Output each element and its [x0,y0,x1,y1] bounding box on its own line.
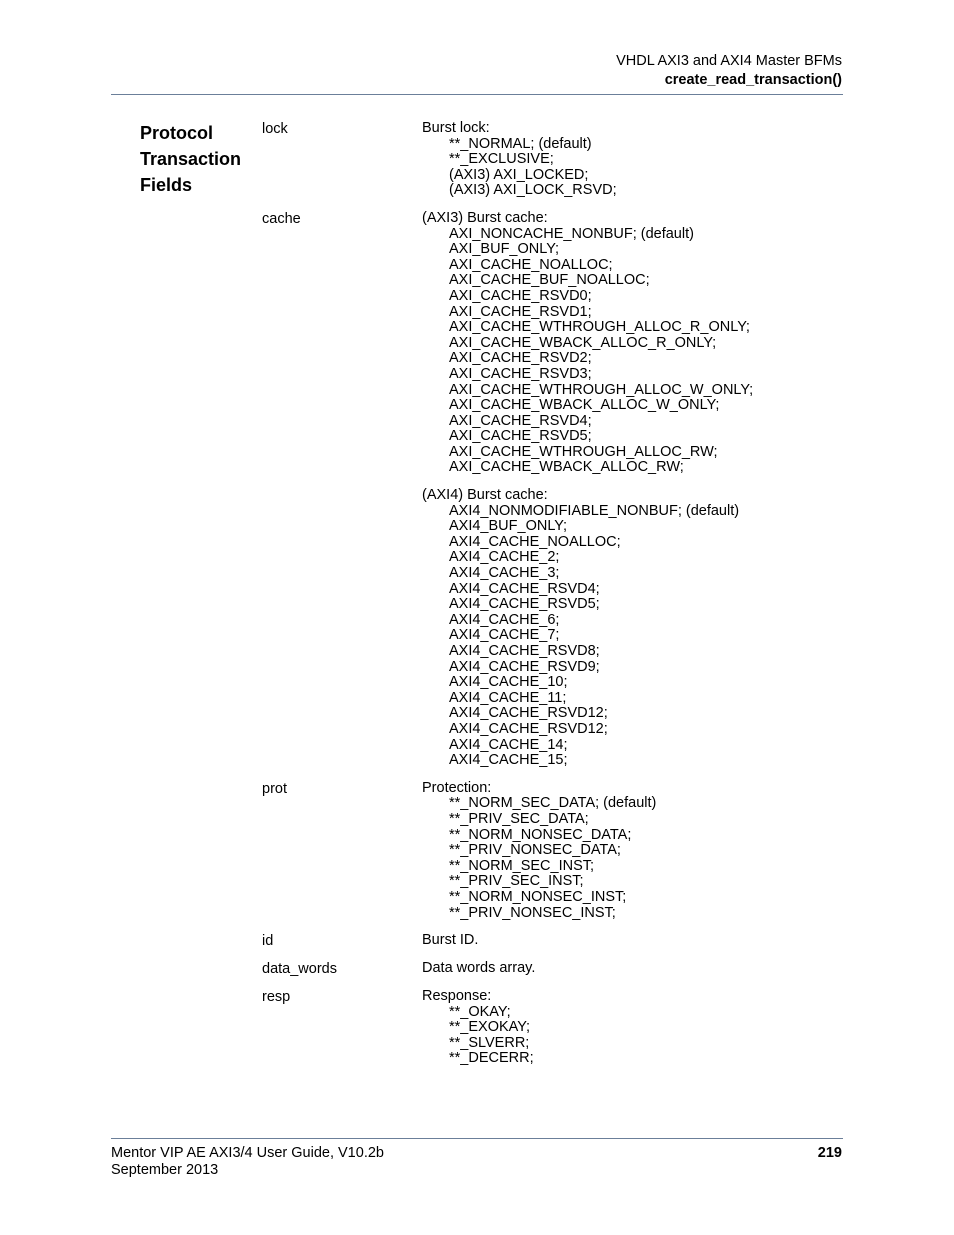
enum-value: **_NORM_NONSEC_DATA; [449,826,632,843]
enum-value: **_EXCLUSIVE; [449,151,554,168]
field-name: data_words [262,961,337,978]
field-description [422,933,822,949]
enum-value: AXI4_CACHE_NOALLOC; [449,533,621,550]
enum-value: AXI_CACHE_RSVD4; [449,412,592,429]
description-block [422,121,822,199]
enum-value: AXI_NONCACHE_NONBUF; (default) [449,225,694,242]
enum-value: AXI_CACHE_WBACK_ALLOC_R_ONLY; [449,334,717,351]
enum-value: **_PRIV_NONSEC_INST; [449,904,616,921]
enum-value: **_NORMAL; (default) [449,135,592,152]
description-heading: (AXI4) Burst cache: [422,487,548,504]
enum-value: **_NORM_SEC_INST; [449,857,595,874]
field-row-prot [262,781,822,921]
enum-value: AXI_CACHE_WTHROUGH_ALLOC_W_ONLY; [449,381,754,398]
field-row-lock [262,121,822,199]
section-title-line: Fields [140,175,193,195]
enum-value: **_EXOKAY; [449,1019,530,1036]
enum-value: AXI4_CACHE_7; [449,627,560,644]
enum-value: **_PRIV_SEC_INST; [449,873,584,890]
enum-value: AXI4_CACHE_RSVD12; [449,705,608,722]
field-description [422,961,822,977]
description-block [422,211,822,476]
description-block [422,488,822,769]
description-heading: Response: [422,988,492,1005]
field-name: prot [262,780,287,797]
description-heading: (AXI3) Burst cache: [422,209,548,226]
section-title-line: Transaction [140,149,242,169]
header-subtitle: create_read_transaction() [664,72,842,88]
enum-value: **_PRIV_NONSEC_DATA; [449,842,621,859]
enum-value: AXI4_CACHE_RSVD4; [449,580,600,597]
enum-value: AXI4_CACHE_2; [449,549,560,566]
enum-value: AXI4_CACHE_RSVD12; [449,720,608,737]
enum-value: **_NORM_SEC_DATA; (default) [449,795,657,812]
footer-date: September 2013 [111,1162,219,1178]
field-name: resp [262,989,291,1006]
enum-value: AXI_CACHE_NOALLOC; [449,256,613,273]
enum-value: AXI_CACHE_RSVD0; [449,287,592,304]
page-footer [111,1145,384,1179]
enum-value: AXI4_BUF_ONLY; [449,518,568,535]
field-description [422,211,822,769]
enum-value: AXI_CACHE_RSVD2; [449,350,592,367]
description-block [422,781,822,921]
section-title [140,120,260,198]
field-name: lock [262,121,288,137]
field-row-cache [262,211,822,769]
fields-table [262,121,822,1079]
field-description [422,989,822,1067]
enum-value: AXI4_CACHE_RSVD9; [449,658,600,675]
field-row-id [262,933,822,949]
enum-value: AXI4_CACHE_RSVD5; [449,596,600,613]
enum-value: AXI_CACHE_WBACK_ALLOC_W_ONLY; [449,397,720,414]
enum-value: **_OKAY; [449,1003,511,1020]
section-title-line: Protocol [140,123,214,143]
description-heading: Protection: [422,779,492,796]
enum-value: AXI_BUF_ONLY; [449,241,559,258]
enum-value: **_DECERR; [449,1050,534,1067]
description-heading: Burst ID. [422,932,479,949]
enum-value: AXI4_CACHE_RSVD8; [449,643,600,659]
enum-value: AXI_CACHE_BUF_NOALLOC; [449,272,650,289]
footer-divider [111,1138,843,1139]
enum-value: AXI4_CACHE_11; [449,689,567,706]
field-description [422,781,822,921]
enum-value: (AXI3) AXI_LOCKED; [449,166,589,183]
field-name: cache [262,210,301,227]
description-block [422,933,822,949]
enum-value: AXI_CACHE_RSVD3; [449,365,592,382]
enum-value: (AXI3) AXI_LOCK_RSVD; [449,182,617,199]
header-title: VHDL AXI3 and AXI4 Master BFMs [616,53,842,69]
field-row-data-words [262,961,822,977]
field-name: id [262,933,274,950]
header-divider [111,94,843,95]
description-heading: Data words array. [422,960,536,977]
enum-value: **_SLVERR; [449,1034,530,1051]
enum-value: AXI4_CACHE_10; [449,674,568,691]
description-block [422,961,822,977]
enum-value: **_NORM_NONSEC_INST; [449,888,627,905]
enum-value: AXI_CACHE_WTHROUGH_ALLOC_RW; [449,443,718,460]
enum-value: AXI_CACHE_RSVD1; [449,303,592,320]
enum-value: AXI_CACHE_WTHROUGH_ALLOC_R_ONLY; [449,319,750,336]
field-row-resp [262,989,822,1067]
description-block [422,989,822,1067]
enum-value: **_PRIV_SEC_DATA; [449,810,589,827]
enum-value: AXI4_NONMODIFIABLE_NONBUF; (default) [449,502,740,519]
field-description [422,121,822,199]
enum-value: AXI4_CACHE_15; [449,752,568,769]
page-header [616,52,842,90]
enum-value: AXI4_CACHE_6; [449,611,560,628]
footer-doc-title: Mentor VIP AE AXI3/4 User Guide, V10.2b [111,1145,384,1161]
description-heading: Burst lock: [422,120,490,136]
enum-value: AXI_CACHE_WBACK_ALLOC_RW; [449,459,684,476]
page-number: 219 [817,1145,842,1161]
enum-value: AXI4_CACHE_14; [449,736,568,753]
enum-value: AXI_CACHE_RSVD5; [449,428,592,445]
enum-value: AXI4_CACHE_3; [449,565,560,582]
